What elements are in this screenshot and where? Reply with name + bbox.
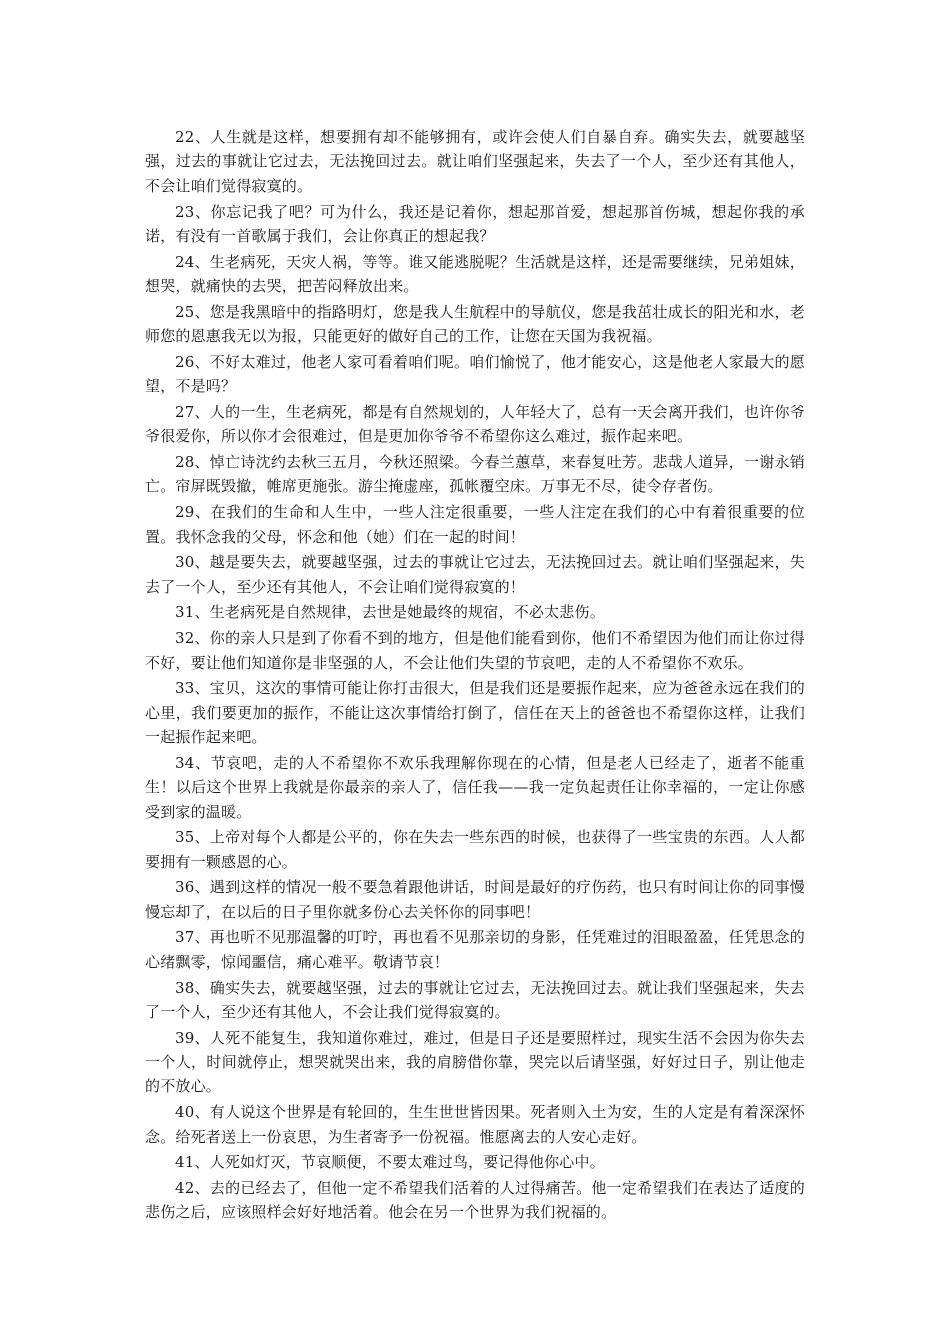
paragraph-30: 30、越是要失去，就要越坚强，过去的事就让它过去，无法挽回过去。就让咱们坚强起来，失去了一个人，至少还有其他人，不会让咱们觉得寂寞的！: [145, 553, 805, 596]
paragraph-42: 42、去的已经去了，但他一定不希望我们活着的人过得痛苦。他一定希望我们在表达了适度的悲伤之后，应该照样会好好地活着。他会在另一个世界为我们祝福的。: [145, 1179, 805, 1222]
paragraph-38: 38、确实失去，就要越坚强，过去的事就让它过去，无法挽回过去。就让我们坚强起来，失去了一个人，至少还有其他人，不会让我们觉得寂寞的。: [145, 978, 805, 1021]
paragraph-34: 34、节哀吧，走的人不希望你不欢乐我理解你现在的心情，但是老人已经走了，逝者不能重生！以后这个世界上我就是你最亲的亲人了，信任我——我一定负起责任让你幸福的，一定让你感受到家的温暖。: [145, 753, 805, 821]
paragraph-36: 36、遇到这样的情况一般不要急着跟他讲话，时间是最好的疗伤药，也只有时间让你的同事慢慢忘却了，在以后的日子里你就多份心去关怀你的同事吧！: [145, 878, 805, 921]
document-body: [145, 125, 805, 1226]
paragraph-33: 33、宝贝，这次的事情可能让你打击很大，但是我们还是要振作起来，应为爸爸永远在我们的心里，我们要更加的振作，不能让这次事情给打倒了，信任在天上的爸爸也不希望你这样，让我们一起振作起来吧。: [145, 679, 805, 747]
paragraph-37: 37、再也听不见那温馨的叮咛，再也看不见那亲切的身影，任凭难过的泪眼盈盈，任凭思念的心绪飘零，惊闻噩信，痛心难平。敬请节哀！: [145, 928, 805, 971]
paragraph-26: 26、不好太难过，他老人家可看着咱们呢。咱们愉悦了，他才能安心，这是他老人家最大的愿望，不是吗？: [145, 352, 805, 396]
paragraph-25: 25、您是我黑暗中的指路明灯，您是我人生航程中的导航仪，您是我茁壮成长的阳光和水，老师您的恩惠我无以为报，只能更好的做好自己的工作，让您在天国为我祝福。: [145, 302, 805, 346]
paragraph-32: 32、你的亲人只是到了你看不到的地方，但是他们能看到你，他们不希望因为他们而让你过得不好，要让他们知道你是非坚强的人，不会让他们失望的节哀吧，走的人不希望你不欢乐。: [145, 629, 805, 672]
paragraph-39: 39、人死不能复生，我知道你难过，难过，但是日子还是要照样过，现实生活不会因为你失去一个人，时间就停止，想哭就哭出来，我的肩膀借你靠，哭完以后请坚强，好好过日子，别让他走的不放心。: [145, 1028, 805, 1096]
paragraph-22: 22、人生就是这样，想要拥有却不能够拥有，或许会使人们自暴自弃。确实失去，就要越坚强，过去的事就让它过去，无法挽回过去。就让咱们坚强起来，失去了一个人，至少还有其他人，不会让咱们觉得寂寞的。: [145, 128, 805, 195]
paragraph-23: 23、你忘记我了吧？可为什么，我还是记着你，想起那首爱，想起那首伤城，想起你我的承诺，有没有一首歌属于我们，会让你真正的想起我？: [145, 202, 805, 245]
paragraph-35: 35、上帝对每个人都是公平的，你在失去一些东西的时候，也获得了一些宝贵的东西。人人都要拥有一颗感恩的心。: [145, 828, 805, 871]
paragraph-40: 40、有人说这个世界是有轮回的，生生世世皆因果。死者则入土为安，生的人定是有着深深怀念。给死者送上一份哀思，为生者寄予一份祝福。惟愿离去的人安心走好。: [145, 1103, 805, 1146]
paragraph-29: 29、在我们的生命和人生中，一些人注定很重要，一些人注定在我们的心中有着很重要的位置。我怀念我的父母，怀念和他（她）们在一起的时间！: [145, 503, 805, 546]
paragraph-28: 28、悼亡诗沈约去秋三五月，今秋还照梁。今春兰蕙草，来春复吐芳。悲哉人道异，一谢永销亡。帘屏既毁撤，帷席更施张。游尘掩虚座，孤帐覆空床。万事无不尽，徒令存者伤。: [145, 453, 805, 496]
paragraph-24: 24、生老病死，天灾人祸，等等。谁又能逃脱呢？生活就是这样，还是需要继续，兄弟姐妹，想哭，就痛快的去哭，把苦闷释放出来。: [145, 252, 805, 296]
paragraph-31: 31、生老病死是自然规律，去世是她最终的规宿，不必太悲伤。: [175, 603, 605, 622]
paragraph-41: 41、人死如灯灭，节哀顺便，不要太难过鸟，要记得他你心中。: [175, 1153, 605, 1172]
paragraph-27: 27、人的一生，生老病死，都是有自然规划的，人年轻大了，总有一天会离开我们，也许你爷爷很爱你，所以你才会很难过，但是更加你爷爷不希望你这么难过，振作起来吧。: [145, 402, 805, 446]
